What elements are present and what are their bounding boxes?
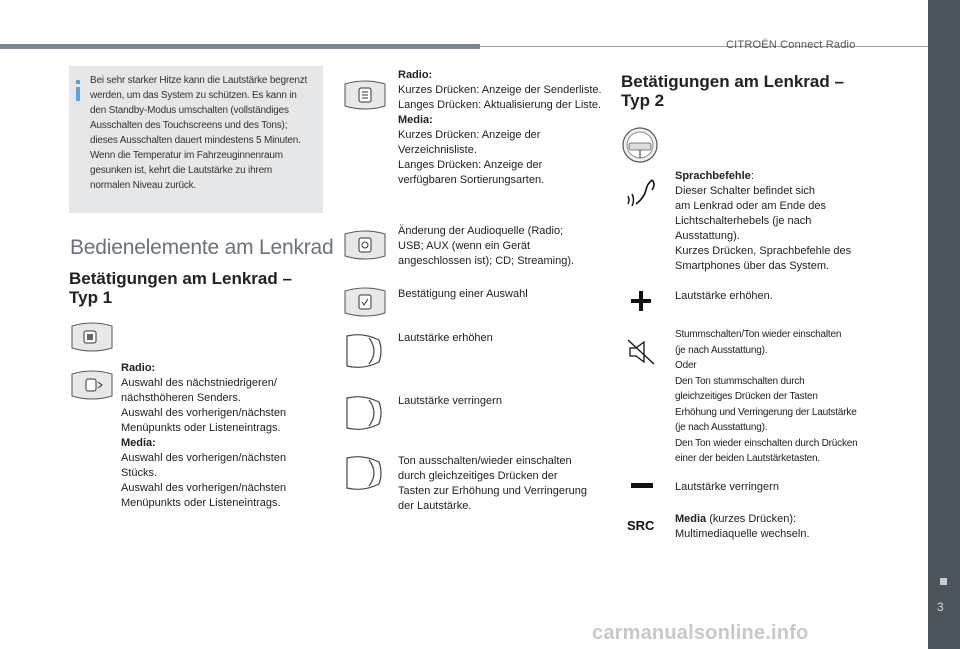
text-line: Erhöhung und Verringerung der Lautstärke: [675, 406, 857, 418]
note-line: Bei sehr starker Hitze kann die Lautstärke begrenzt: [90, 75, 308, 86]
radio-media-wheel-icon: [70, 370, 114, 400]
label-radio: Radio:: [398, 69, 433, 81]
label-radio: Radio:: [121, 362, 156, 374]
typ2-media-text: [675, 512, 810, 542]
steering-switch-typ1-icon: [70, 322, 114, 352]
continue-marker: [940, 578, 947, 585]
text-line: Änderung der Audioquelle (Radio;: [398, 225, 564, 237]
volume-up-text: Lautstärke erhöhen: [398, 332, 493, 344]
steering-wheel-icon: [620, 125, 660, 165]
note-line: dieses Ausschalten dauert mindestens 5 Minuten.: [90, 135, 301, 146]
note-line: Ausschalten des Touchscreens und des Tons);: [90, 120, 288, 131]
text-line: (je nach Ausstattung).: [675, 422, 768, 433]
typ1-heading-line2: Typ 1: [69, 288, 113, 307]
text-line: Auswahl des nächstniedrigeren/: [121, 377, 277, 389]
note-line: Wenn die Temperatur im Fahrzeuginnenraum: [90, 150, 283, 161]
text-line: Stücks.: [121, 467, 158, 479]
header-rule: [480, 46, 928, 47]
typ2-mute-text: [675, 327, 857, 467]
label-media: Media:: [398, 114, 433, 126]
plus-icon: [631, 291, 651, 311]
page-sidebar: [928, 0, 960, 649]
text-line: Multimediaquelle wechseln.: [675, 528, 810, 540]
typ2-volume-down-text: Lautstärke verringern: [675, 481, 779, 493]
note-line: werden, um das System zu schützen. Es kann in: [90, 90, 297, 101]
confirm-button-icon: [343, 287, 387, 317]
typ2-heading: [621, 72, 844, 110]
text-line: Auswahl des vorherigen/nächsten: [121, 407, 287, 419]
source-button-icon: [343, 230, 387, 260]
mute-wheel-icon: [343, 452, 387, 494]
volume-up-wheel-icon: [343, 330, 387, 372]
typ2-volume-up-text: Lautstärke erhöhen.: [675, 290, 773, 302]
text-line: Tasten zur Erhöhung und Verringerung: [398, 485, 587, 497]
text-line: durch gleichzeitiges Drücken der: [398, 470, 558, 482]
text-line: Verzeichnisliste.: [398, 144, 477, 156]
text-line: Stummschalten/Ton wieder einschalten: [675, 329, 842, 340]
note-line: gesunken ist, kehrt die Lautstärke zu ihrem: [90, 165, 273, 176]
text-line: einer der beiden Lautstärketasten.: [675, 453, 820, 464]
text-line: Auswahl des vorherigen/nächsten: [121, 482, 287, 494]
text-line: Langes Drücken: Anzeige der: [398, 159, 543, 171]
note-line: normalen Niveau zurück.: [90, 180, 197, 191]
col2-radio-media-text: [398, 68, 602, 188]
label-voice: Sprachbefehle: [675, 170, 751, 182]
minus-icon: [631, 483, 653, 489]
text-line: gleichzeitiges Drücken der Tasten: [675, 391, 818, 402]
confirm-text: Bestätigung einer Auswahl: [398, 288, 528, 300]
text-line: Kurzes Drücken: Anzeige der Senderliste.: [398, 84, 602, 96]
text-line: (kurzes Drücken):: [706, 513, 797, 525]
col2-source-text: [398, 224, 574, 269]
info-note-text: [90, 73, 318, 193]
text-line: Auswahl des vorherigen/nächsten: [121, 452, 287, 464]
info-icon: [76, 80, 80, 100]
text-line: USB; AUX (wenn ein Gerät: [398, 240, 531, 252]
typ1-heading-line1: Betätigungen am Lenkrad –: [69, 269, 292, 288]
typ2-heading-line1: Betätigungen am Lenkrad –: [621, 72, 844, 91]
text-line: Ton ausschalten/wieder einschalten: [398, 455, 572, 467]
src-button-label: SRC: [627, 518, 655, 533]
page-number: 3: [937, 600, 944, 614]
volume-down-wheel-icon: [343, 392, 387, 434]
text-line: Den Ton wieder einschalten durch Drücken: [675, 437, 858, 449]
header-bar: [0, 44, 480, 49]
text-line: der Lautstärke.: [398, 500, 472, 512]
text-line: Kurzes Drücken: Anzeige der: [398, 129, 541, 141]
text-line: (je nach Ausstattung).: [675, 344, 768, 356]
text-line: Menüpunkts oder Listeneintrags.: [121, 497, 281, 509]
text-line: verfügbaren Sortierungsarten.: [398, 174, 545, 186]
mute-text: [398, 454, 587, 514]
typ1-heading: [69, 269, 292, 307]
note-line: den Standby-Modus umschalten (vollständiges: [90, 105, 289, 116]
text-line: am Lenkrad oder am Ende des: [675, 200, 827, 212]
voice-command-text: [675, 169, 851, 274]
colon: :: [750, 170, 754, 182]
text-line: Oder: [675, 360, 697, 371]
volume-down-text: Lautstärke verringern: [398, 395, 502, 407]
typ2-heading-line2: Typ 2: [621, 91, 665, 110]
label-media: Media: [675, 513, 707, 525]
brand-title: CITROËN Connect Radio: [726, 39, 856, 51]
text-line: Kurzes Drücken, Sprachbefehle des: [675, 245, 852, 257]
voice-command-icon: [624, 178, 658, 210]
typ1-radio-media-text: [121, 361, 286, 511]
text-line: Langes Drücken: Aktualisierung der Liste.: [398, 99, 602, 111]
label-media: Media:: [121, 437, 156, 449]
text-line: Smartphones über das System.: [675, 260, 830, 272]
text-line: Dieser Schalter befindet sich: [675, 185, 816, 197]
watermark: carmanualsonline.info: [592, 622, 809, 644]
mute-icon: [626, 338, 656, 366]
section-title: Bedienelemente am Lenkrad: [70, 236, 334, 259]
text-line: Menüpunkts oder Listeneintrags.: [121, 422, 281, 434]
text-line: Lichtschalterhebels (je nach: [675, 215, 812, 227]
text-line: angeschlossen ist); CD; Streaming).: [398, 255, 575, 267]
radio-list-button-icon: [343, 80, 387, 110]
text-line: Ausstattung).: [675, 230, 740, 242]
text-line: nächsthöheren Senders.: [121, 392, 241, 404]
text-line: Den Ton stummschalten durch: [675, 375, 805, 387]
